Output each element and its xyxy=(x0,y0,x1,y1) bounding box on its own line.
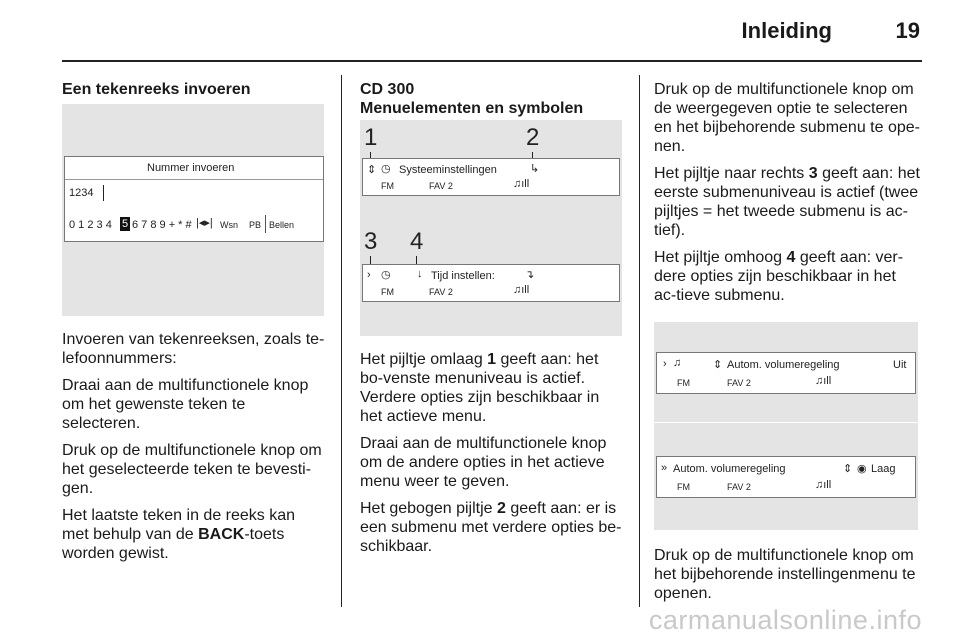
music-note-icon: ♫ xyxy=(673,357,682,369)
paragraph: Het gebogen pijltje 2 geeft aan: er is een submenu met verdere opties be-schikbaar. xyxy=(360,500,622,555)
menu-row-title[interactable]: Tijd instellen: xyxy=(431,270,495,282)
page-number: 19 xyxy=(895,18,920,43)
setting-value[interactable]: Laag xyxy=(871,463,896,475)
menu-row-title[interactable]: Systeeminstellingen xyxy=(399,164,497,176)
fav-label: FAV 2 xyxy=(727,378,751,388)
paragraph: Het laatste teken in de reeks kan met behulp van de BACK-toets worden gewist. xyxy=(62,507,296,562)
column-2-heading-1: CD 300 xyxy=(360,81,415,98)
column-2-text xyxy=(360,350,624,564)
char-list-before: 0 1 2 3 4 xyxy=(69,219,112,231)
figure-menu-symbols xyxy=(360,120,622,336)
paragraph: Druk op de multifunctionele knop om het geselecteerde teken te bevesti-gen. xyxy=(62,442,322,497)
page-title: Inleiding xyxy=(741,18,832,43)
back-key-label: BACK xyxy=(198,526,245,543)
bellen-label[interactable]: Bellen xyxy=(269,220,295,230)
setting-title[interactable]: Autom. volumeregeling xyxy=(727,359,840,371)
paragraph: Het pijltje omlaag 1 geeft aan: het bo-venste menuniveau is actief. Verdere opties zijn beschikbaar in het actieve menu. xyxy=(360,351,600,425)
callout-3: 3 xyxy=(364,228,378,255)
column-divider-2 xyxy=(639,75,640,607)
pb-label[interactable]: PB xyxy=(249,220,262,230)
curved-arrow-icon: ↴ xyxy=(525,269,535,281)
selected-char[interactable]: 5 xyxy=(122,218,129,230)
menu-screen-1 xyxy=(362,158,620,196)
fm-label: FM xyxy=(677,378,690,388)
setting-title[interactable]: Autom. volumeregeling xyxy=(673,463,786,475)
figure-separator xyxy=(654,422,918,423)
radio-dot-icon: ◉ xyxy=(857,463,867,475)
column-3-text-top xyxy=(654,80,922,313)
paragraph: Draai aan de multifunctionele knop om het gewenste teken te selecteren. xyxy=(62,377,309,432)
paragraph: Invoeren van tekenreeksen, zoals te-lefoonnummers: xyxy=(62,331,325,367)
setting-screen-2 xyxy=(656,456,916,498)
music-signal-icon: ♫ıll xyxy=(513,284,530,296)
right-arrow-icon: › xyxy=(367,269,371,281)
curved-arrow-icon: ↳ xyxy=(530,163,540,175)
entered-number: 1234 xyxy=(69,187,94,199)
wsn-label[interactable]: Wsn xyxy=(220,220,238,230)
fav-label: FAV 2 xyxy=(429,287,453,297)
paragraph: Het pijltje naar rechts 3 geeft aan: het eerste submenuniveau is actief (twee pijltjes = het tweede submenu is ac-tief). xyxy=(654,165,920,239)
paragraph: Draai aan de multifunctionele knop om de andere opties in het actieve menu weer te geven. xyxy=(360,435,607,490)
clock-icon: ◷ xyxy=(381,163,391,175)
fav-label: FAV 2 xyxy=(429,181,453,191)
paragraph: Druk op de multifunctionele knop om de weergegeven optie te selecteren en het bijbehorende submenu te ope-nen. xyxy=(654,81,920,155)
softkey-divider xyxy=(265,215,266,233)
up-down-arrow-icon: ⇕ xyxy=(367,164,377,176)
screen-divider xyxy=(65,179,323,180)
music-signal-icon: ♫ıll xyxy=(513,178,530,190)
fm-label: FM xyxy=(677,482,690,492)
column-divider-1 xyxy=(341,75,342,607)
fm-label: FM xyxy=(381,181,394,191)
right-arrow-icon: › xyxy=(663,358,667,370)
column-3-text-bottom xyxy=(654,546,922,611)
figure-number-entry xyxy=(62,104,324,316)
up-arrow-icon: ↓ xyxy=(417,268,423,280)
menu-screen-2 xyxy=(362,264,620,302)
fm-label: FM xyxy=(381,287,394,297)
up-down-arrow-icon: ⇕ xyxy=(713,359,723,371)
double-right-arrow-icon: » xyxy=(661,462,668,474)
header-rule xyxy=(62,60,922,62)
char-list-after: 6 7 8 9 + * # xyxy=(132,219,192,231)
text-cursor xyxy=(103,185,104,201)
paragraph: Het pijltje omhoog 4 geeft aan: ver-dere opties zijn beschikbaar in het ac-tieve submenu. xyxy=(654,249,904,304)
cursor-move-icon: |◂▸| xyxy=(196,217,213,229)
music-signal-icon: ♫ıll xyxy=(815,479,832,491)
music-signal-icon: ♫ıll xyxy=(815,375,832,387)
setting-value: Uit xyxy=(893,359,907,371)
figure-activate-setting xyxy=(654,322,918,530)
setting-screen-1 xyxy=(656,352,916,394)
screen-title: Nummer invoeren xyxy=(147,162,235,174)
up-down-arrow-icon: ⇕ xyxy=(843,463,853,475)
paragraph: Druk op de multifunctionele knop om het bijbehorende instellingenmenu te openen. xyxy=(654,547,916,602)
clock-icon: ◷ xyxy=(381,269,391,281)
callout-1: 1 xyxy=(364,124,378,151)
column-2-heading-2: Menuelementen en symbolen xyxy=(360,100,584,117)
fav-label: FAV 2 xyxy=(727,482,751,492)
column-1-heading: Een tekenreeks invoeren xyxy=(62,81,251,98)
callout-4: 4 xyxy=(410,228,424,255)
column-1-text xyxy=(62,330,326,571)
number-entry-screen xyxy=(64,156,324,242)
watermark: carmanualsonline.info xyxy=(648,605,922,635)
callout-2: 2 xyxy=(526,124,540,151)
